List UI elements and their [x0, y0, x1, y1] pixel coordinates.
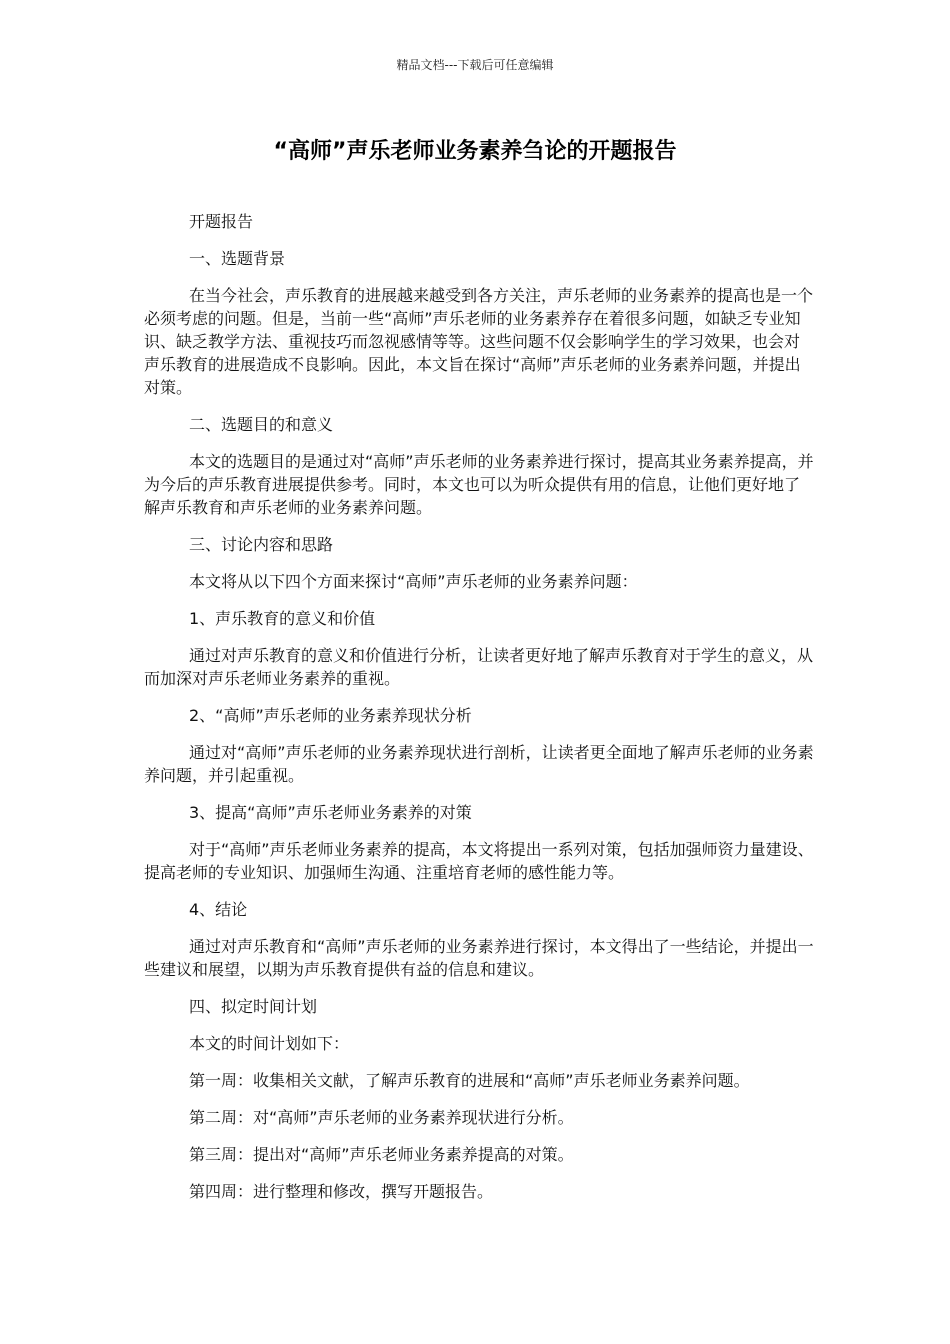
schedule-item: 第四周：进行整理和修改，撰写开题报告。 [189, 1182, 494, 1201]
body-paragraph: 本文的时间计划如下： [189, 1034, 350, 1053]
section-heading: 二、选题目的和意义 [189, 415, 334, 434]
header-note: 精品文档---下载后可任意编辑 [396, 58, 554, 72]
schedule-item: 第三周：提出对“高师”声乐老师业务素养提高的对策。 [189, 1145, 574, 1164]
subsection-heading: 2、“高师”声乐老师的业务素养现状分析 [189, 706, 472, 725]
section-heading: 一、选题背景 [189, 249, 286, 268]
body-paragraph: 在当今社会，声乐教育的进展越来越受到各方关注，声乐老师的业务素养的提高也是一个必须考虑的问题。但是，当前一些“高师”声乐老师的业务素养存在着很多问题，如缺乏专业知识、缺乏教学方法、重视技巧而忽视感情等等。这些问题不仅会影响学生的学习效果，也会对声乐教育的进展造成不良影响。因此，本文旨在探讨“高师”声乐老师的业务素养问题，并提出对策。 [144, 286, 814, 397]
subsection-heading: 3、提高“高师”声乐老师业务素养的对策 [189, 803, 472, 822]
schedule-item: 第一周：收集相关文献，了解声乐教育的进展和“高师”声乐老师业务素养问题。 [189, 1071, 750, 1090]
body-paragraph: 本文的选题目的是通过对“高师”声乐老师的业务素养进行探讨，提高其业务素养提高，并为今后的声乐教育进展提供参考。同时，本文也可以为听众提供有用的信息，让他们更好地了解声乐教育和声乐老师的业务素养问题。 [144, 452, 814, 517]
document-title: “高师”声乐老师业务素养刍论的开题报告 [273, 139, 677, 164]
body-paragraph: 通过对声乐教育的意义和价值进行分析，让读者更好地了解声乐教育对于学生的意义，从而加深对声乐老师业务素养的重视。 [144, 646, 814, 688]
body-paragraph: 通过对“高师”声乐老师的业务素养现状进行剖析，让读者更全面地了解声乐老师的业务素养问题，并引起重视。 [144, 743, 814, 785]
body-paragraph: 通过对声乐教育和“高师”声乐老师的业务素养进行探讨，本文得出了一些结论，并提出一些建议和展望，以期为声乐教育提供有益的信息和建议。 [144, 937, 814, 979]
section-heading: 四、拟定时间计划 [189, 997, 318, 1016]
body-paragraph: 对于“高师”声乐老师业务素养的提高，本文将提出一系列对策，包括加强师资力量建设、提高老师的专业知识、加强师生沟通、注重培育老师的感性能力等。 [144, 840, 814, 882]
section-label: 开题报告 [189, 212, 254, 231]
schedule-item: 第二周：对“高师”声乐老师的业务素养现状进行分析。 [189, 1108, 574, 1127]
subsection-heading: 4、结论 [189, 900, 248, 919]
body-paragraph: 本文将从以下四个方面来探讨“高师”声乐老师的业务素养问题： [189, 572, 638, 591]
section-heading: 三、讨论内容和思路 [189, 535, 334, 554]
subsection-heading: 1、声乐教育的意义和价值 [189, 609, 376, 628]
document-body [144, 210, 814, 1217]
